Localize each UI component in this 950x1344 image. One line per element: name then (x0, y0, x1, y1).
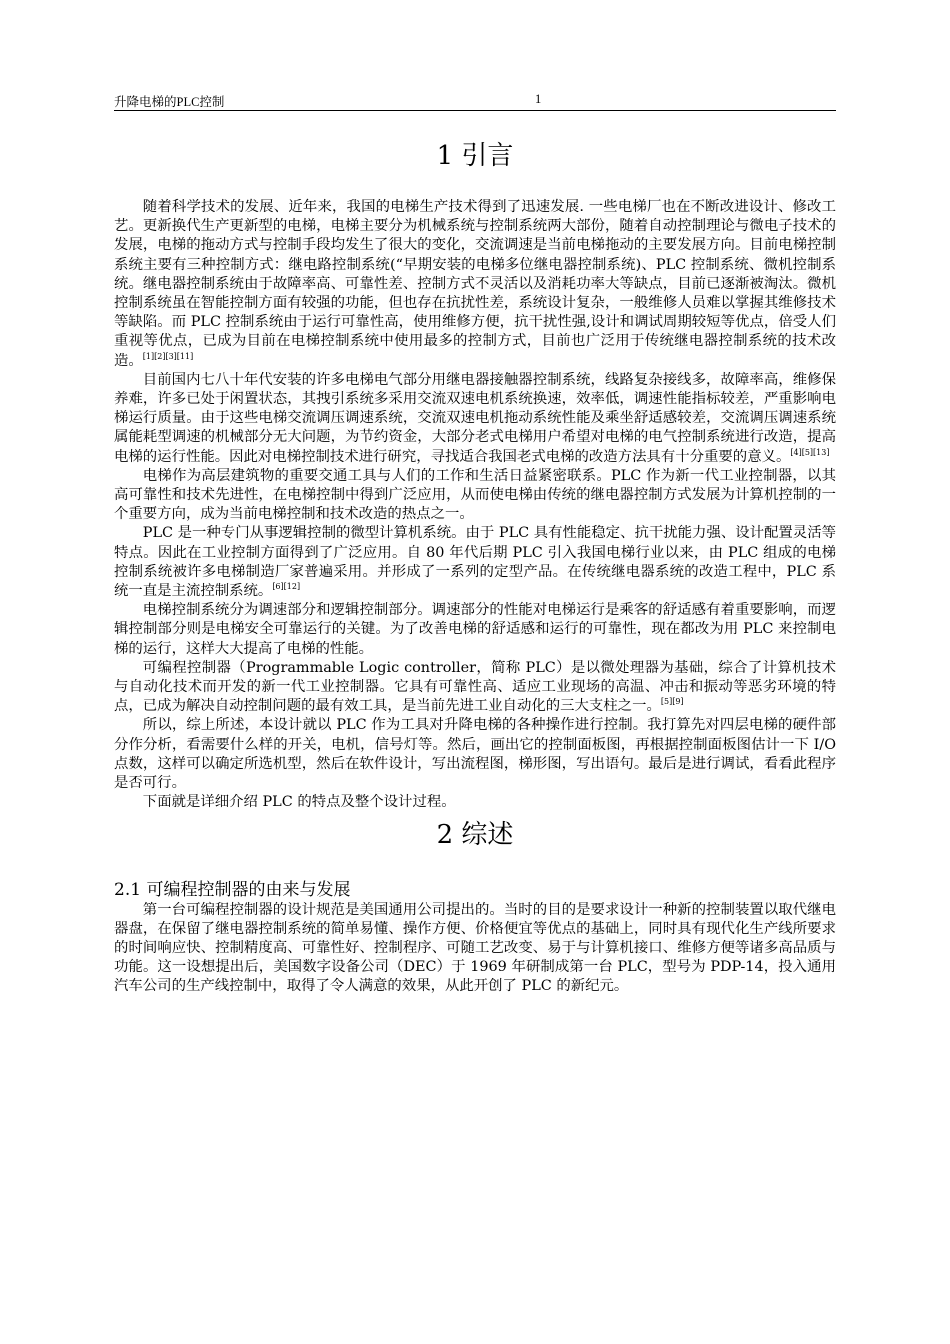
chapter-2-heading: 2 综述 (436, 819, 514, 850)
paragraph-text: 电梯作为高层建筑物的重要交通工具与人们的工作和生活日益紧密联系。PLC 作为新一代工业控制器，以其高可靠性和技术先进性，在电梯控制中得到广泛应用，从而使电梯由传统的继电器控制方式发展为计算机控制的一个重要方向，成为当前电梯控制和技术改造的热点之一。 (114, 467, 836, 523)
page-content (114, 138, 836, 997)
section-heading: 2.1 可编程控制器的由来与发展 (114, 879, 351, 900)
citation: [5][9] (660, 697, 684, 707)
paragraph-text: 可编程控制器（Programmable Logic controller，简称 PLC）是以微处理器为基础，综合了计算机技术与自动化技术而开发的新一代工业控制器。它具有可靠性高、适应工业现场的高温、冲击和振动等恶劣环境的特点，已成为解决自动控制问题的最有效工具，是当前先进工业自动化的三大支柱之一。 (114, 659, 836, 715)
body-paragraph (114, 371, 836, 467)
body-paragraph (114, 198, 836, 371)
body-paragraph (114, 601, 836, 659)
paragraph-text: 随着科学技术的发展、近年来，我国的电梯生产技术得到了迅速发展. 一些电梯厂也在不断改进设计、修改工艺。更新换代生产更新型的电梯，电梯主要分为机械系统与控制系统两大部份，随着自动控制理论与微电子技术的发展，电梯的拖动方式与控制手段均发生了很大的变化，交流调速是当前电梯拖动的主要发展方向。目前电梯控制系统主要有三种控制方式：继电路控制系统(“早期安装的电梯多位继电器控制系统)、PLC 控制系统、微机控制系统。继电器控制系统由于故障率高、可靠性差、控制方式不灵活以及消耗功率大等缺点，目前已逐渐被淘汰。微机控制系统虽在智能控制方面有较强的功能，但也存在抗扰性差，系统设计复杂，一般维修人员难以掌握其维修技术等缺陷。而 PLC 控制系统由于运行可靠性高，使用维修方便，抗干扰性强,设计和调试周期较短等优点，倍受人们重视等优点，已成为目前在电梯控制系统中使用最多的控制方式，目前也广泛用于传统继电器控制系统的技术改造。 (114, 199, 836, 369)
paragraph-text: 下面就是详细介绍 PLC 的特点及整个设计过程。 (142, 794, 456, 811)
citation: [6][12] (272, 582, 301, 592)
paragraph-text: 电梯控制系统分为调速部分和逻辑控制部分。调速部分的性能对电梯运行是乘客的舒适感有着重要影响，而逻辑控制部分则是电梯安全可靠运行的关键。为了改善电梯的舒适感和运行的可靠性，现在都改为用 PLC 来控制电梯的运行，这样大大提高了电梯的性能。 (114, 602, 836, 657)
paragraph-text: 目前国内七八十年代安装的许多电梯电气部分用继电器接触器控制系统，线路复杂接线多，故障率高，维修保养难，许多已处于闲置状态，其拽引系统多采用交流双速电机系统换速，效率低，调速性能指标较差，严重影响电梯运行质量。由于这些电梯交流调压调速系统，交流双速电机拖动系统性能及乘坐舒适感较差，交流调压调速系统属能耗型调速的机械部分无大问题，为节约资金，大部分老式电梯用户希望对电梯的电气控制系统进行改造，提高电梯的运行性能。因此对电梯控制技术进行研究，寻找适合我国老式电梯的改造方法具有十分重要的意义。 (114, 371, 836, 465)
page-number: 1 (535, 92, 542, 106)
running-header (114, 90, 836, 111)
paragraph-text: 所以，综上所述，本设计就以 PLC 作为工具对升降电梯的各种操作进行控制。我打算先对四层电梯的硬件部分作分析，看需要什么样的开关，电机，信号灯等。然后，画出它的控制面板图，再根据控制面板图估计一下 I/O 点数，这样可以确定所选机型，然后在软件设计，写出流程图，梯形图，写出语句。最后是进行调试，看看此程序是否可行。 (114, 717, 836, 792)
body-paragraph (114, 524, 836, 601)
body-paragraph (114, 901, 836, 997)
body-paragraph (114, 659, 836, 717)
body-paragraph (114, 716, 836, 793)
citation: [4][5][13] (790, 447, 830, 457)
body-paragraph (114, 793, 836, 812)
body-paragraph (114, 467, 836, 525)
citation: [1][2][3][11] (142, 351, 194, 361)
header-title: 升降电梯的PLC控制 (114, 95, 225, 109)
paragraph-text: PLC 是一种专门从事逻辑控制的微型计算机系统。由于 PLC 具有性能稳定、抗干扰能力强、设计配置灵活等特点。因此在工业控制方面得到了广泛应用。自 80 年代后期 PLC 引入我国电梯行业以来，由 PLC 组成的电梯控制系统被许多电梯制造厂家普遍采用。并形成了一系列的定型产品。在传统继电器系统的改造工程中，PLC 系统一直是主流控制系统。 (114, 525, 836, 600)
paragraph-text: 第一台可编程控制器的设计规范是美国通用公司提出的。当时的目的是要求设计一种新的控制装置以取代继电器盘，在保留了继电器控制系统的简单易懂、操作方便、价格便宜等优点的基础上，同时具有现代化生产线所要求的时间响应快、控制精度高、可靠性好、控制程序、可随工艺改变、易于与计算机接口、维修方便等诸多高品质与功能。这一设想提出后，美国数字设备公司（DEC）于 1969 年研制成第一台 PLC，型号为 PDP-14，投入通用汽车公司的生产线控制中，取得了令人满意的效果，从此开创了 PLC 的新纪元。 (114, 901, 836, 995)
chapter-1-heading: 1 引言 (436, 141, 514, 171)
